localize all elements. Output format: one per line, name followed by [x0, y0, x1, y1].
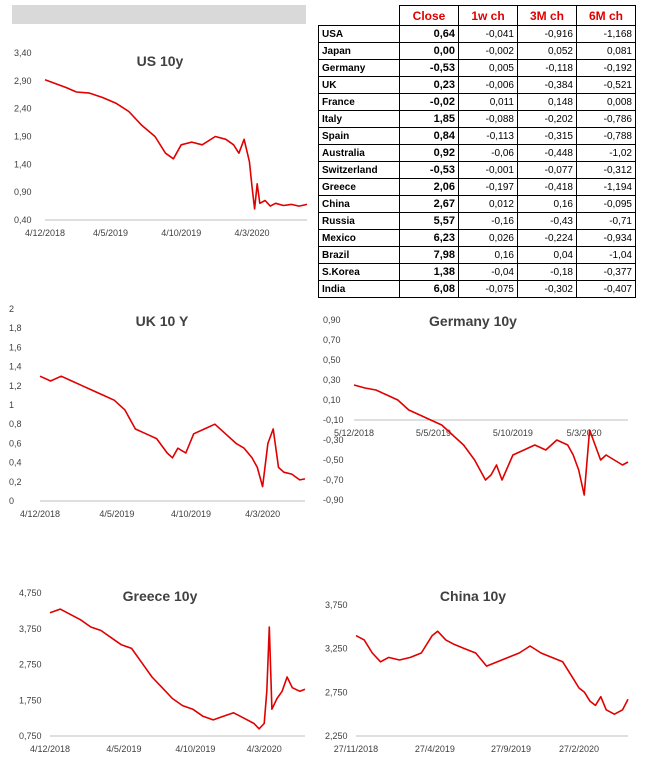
series-line	[40, 376, 305, 486]
x-tick-label: 27/11/2018	[333, 744, 379, 754]
y-tick-label: 2	[9, 304, 15, 314]
header-3m: 3M ch	[518, 6, 577, 26]
table-row	[319, 145, 636, 162]
series-line	[356, 631, 628, 714]
country-cell: Switzerland	[319, 162, 400, 179]
y-tick-label: 0,90	[14, 187, 32, 198]
change-6m-cell: -1,02	[577, 145, 636, 162]
table-body	[319, 26, 636, 298]
y-tick-label: 0,750	[19, 731, 42, 741]
y-tick-label: -0,70	[323, 475, 344, 485]
y-tick-label: 0,8	[9, 419, 22, 430]
change-3m-cell: 0,04	[518, 247, 577, 264]
country-cell: Brazil	[319, 247, 400, 264]
change-3m-cell: -0,315	[518, 128, 577, 145]
close-cell: 0,00	[400, 43, 459, 60]
close-cell: 0,23	[400, 77, 459, 94]
table-row	[319, 247, 636, 264]
header-1w: 1w ch	[459, 6, 518, 26]
y-tick-label: 2,750	[325, 687, 348, 698]
y-tick-label: 2,750	[19, 659, 42, 670]
y-tick-label: 1,2	[9, 380, 22, 391]
country-cell: France	[319, 94, 400, 111]
change-6m-cell: 0,008	[577, 94, 636, 111]
close-cell: -0,53	[400, 60, 459, 77]
change-3m-cell: -0,418	[518, 179, 577, 196]
change-1w-cell: 0,012	[459, 196, 518, 213]
table-row	[319, 281, 636, 298]
close-cell: 0,64	[400, 26, 459, 43]
change-6m-cell: -0,312	[577, 162, 636, 179]
x-tick-label: 27/4/2019	[414, 744, 455, 754]
y-tick-label: 3,250	[325, 643, 348, 654]
table-row	[319, 213, 636, 230]
y-tick-label: 0,70	[323, 335, 341, 345]
y-tick-label: -0,90	[323, 495, 344, 505]
x-tick-label: 27/2/2020	[559, 744, 600, 754]
y-tick-label: 2,250	[325, 731, 348, 741]
close-cell: -0,02	[400, 94, 459, 111]
table-row	[319, 196, 636, 213]
china-10y-title: China 10y	[439, 588, 507, 604]
change-1w-cell: -0,113	[459, 128, 518, 145]
change-6m-cell: -0,407	[577, 281, 636, 298]
change-1w-cell: -0,002	[459, 43, 518, 60]
header-blank	[319, 6, 400, 26]
x-tick-label: 4/3/2020	[246, 744, 282, 754]
change-1w-cell: 0,005	[459, 60, 518, 77]
header-bar	[12, 5, 306, 24]
series-line	[354, 385, 628, 495]
change-1w-cell: -0,006	[459, 77, 518, 94]
change-6m-cell: -0,786	[577, 111, 636, 128]
y-tick-label: 2,90	[14, 75, 32, 86]
y-tick-label: 1	[9, 400, 15, 410]
change-6m-cell: -1,04	[577, 247, 636, 264]
y-tick-label: 2,40	[14, 103, 32, 114]
x-tick-label: 4/3/2020	[234, 228, 270, 238]
country-cell: Greece	[319, 179, 400, 196]
close-cell: 6,08	[400, 281, 459, 298]
x-tick-label: 4/5/2019	[92, 228, 129, 238]
table-row	[319, 77, 636, 94]
x-tick-label: 4/10/2019	[175, 744, 216, 754]
table-row	[319, 264, 636, 281]
change-1w-cell: -0,197	[459, 179, 518, 196]
x-tick-label: 5/10/2019	[492, 428, 533, 438]
table-row	[319, 128, 636, 145]
table-row	[319, 43, 636, 60]
change-3m-cell: -0,202	[518, 111, 577, 128]
close-cell: 1,38	[400, 264, 459, 281]
country-cell: USA	[319, 26, 400, 43]
change-6m-cell: 0,081	[577, 43, 636, 60]
change-3m-cell: -0,448	[518, 145, 577, 162]
table-row	[319, 179, 636, 196]
y-tick-label: 0,40	[14, 215, 32, 225]
close-cell: 7,98	[400, 247, 459, 264]
close-cell: 6,23	[400, 230, 459, 247]
y-tick-label: 1,6	[9, 342, 22, 353]
country-cell: UK	[319, 77, 400, 94]
x-tick-label: 27/9/2019	[491, 744, 532, 754]
change-1w-cell: -0,04	[459, 264, 518, 281]
header-6m: 6M ch	[577, 6, 636, 26]
country-cell: Germany	[319, 60, 400, 77]
change-3m-cell: -0,384	[518, 77, 577, 94]
series-line	[50, 609, 305, 729]
country-cell: India	[319, 281, 400, 298]
change-3m-cell: 0,148	[518, 94, 577, 111]
x-tick-label: 4/5/2019	[99, 509, 135, 519]
change-1w-cell: 0,011	[459, 94, 518, 111]
x-tick-label: 4/5/2019	[106, 744, 142, 754]
y-tick-label: 0	[9, 496, 15, 506]
change-3m-cell: -0,077	[518, 162, 577, 179]
header-close: Close	[400, 6, 459, 26]
x-tick-label: 4/12/2018	[29, 744, 71, 754]
close-cell: 0,92	[400, 145, 459, 162]
y-tick-label: 0,50	[323, 355, 341, 365]
us-10y-chart	[0, 40, 310, 245]
change-6m-cell: -0,095	[577, 196, 636, 213]
y-tick-label: 4,750	[19, 588, 42, 598]
country-cell: Russia	[319, 213, 400, 230]
y-tick-label: 1,8	[9, 323, 22, 334]
y-tick-label: 3,750	[325, 600, 348, 610]
close-cell: 5,57	[400, 213, 459, 230]
change-1w-cell: -0,16	[459, 213, 518, 230]
country-cell: Spain	[319, 128, 400, 145]
country-cell: Japan	[319, 43, 400, 60]
table-row	[319, 60, 636, 77]
x-tick-label: 4/10/2019	[171, 509, 212, 519]
change-3m-cell: -0,916	[518, 26, 577, 43]
y-tick-label: 3,750	[19, 623, 42, 634]
y-tick-label: -0,10	[323, 415, 344, 425]
close-cell: 1,85	[400, 111, 459, 128]
country-cell: Mexico	[319, 230, 400, 247]
table-row	[319, 94, 636, 111]
change-6m-cell: -1,194	[577, 179, 636, 196]
bond-yield-table	[318, 5, 636, 298]
change-3m-cell: -0,118	[518, 60, 577, 77]
change-1w-cell: -0,075	[459, 281, 518, 298]
change-1w-cell: -0,041	[459, 26, 518, 43]
y-tick-label: 1,4	[9, 361, 22, 372]
uk-10y-title: UK 10 Y	[135, 313, 189, 329]
table-row	[319, 162, 636, 179]
change-3m-cell: -0,43	[518, 213, 577, 230]
y-tick-label: 0,4	[9, 457, 22, 468]
x-tick-label: 4/12/2018	[24, 228, 66, 238]
y-tick-label: 1,90	[14, 131, 32, 142]
x-tick-label: 4/3/2020	[245, 509, 281, 519]
y-tick-label: 0,90	[323, 315, 341, 325]
country-cell: S.Korea	[319, 264, 400, 281]
x-tick-label: 4/12/2018	[19, 509, 61, 519]
table-row	[319, 111, 636, 128]
country-cell: Australia	[319, 145, 400, 162]
table-row	[319, 230, 636, 247]
change-6m-cell: -0,377	[577, 264, 636, 281]
series-line	[45, 80, 307, 209]
change-6m-cell: -0,192	[577, 60, 636, 77]
y-tick-label: 1,40	[14, 159, 32, 170]
change-6m-cell: -0,71	[577, 213, 636, 230]
change-3m-cell: 0,16	[518, 196, 577, 213]
greece-10y-chart	[0, 580, 310, 766]
greece-10y-title: Greece 10y	[122, 588, 198, 604]
us-10y-title: US 10y	[136, 53, 184, 69]
germany-10y-title: Germany 10y	[429, 313, 517, 329]
country-cell: Italy	[319, 111, 400, 128]
y-tick-label: -0,50	[323, 455, 344, 465]
change-6m-cell: -1,168	[577, 26, 636, 43]
x-tick-label: 5/3/2020	[566, 428, 602, 438]
change-1w-cell: 0,16	[459, 247, 518, 264]
x-tick-label: 5/5/2019	[415, 428, 451, 438]
y-tick-label: 0,30	[323, 375, 341, 385]
china-10y-chart	[310, 580, 650, 766]
change-3m-cell: -0,18	[518, 264, 577, 281]
change-3m-cell: -0,224	[518, 230, 577, 247]
y-tick-label: 1,750	[19, 695, 42, 706]
y-tick-label: 0,6	[9, 438, 22, 449]
change-6m-cell: -0,521	[577, 77, 636, 94]
uk-10y-chart	[0, 300, 310, 530]
y-tick-label: -0,30	[323, 435, 344, 445]
change-1w-cell: -0,06	[459, 145, 518, 162]
change-1w-cell: -0,001	[459, 162, 518, 179]
country-cell: China	[319, 196, 400, 213]
close-cell: 0,84	[400, 128, 459, 145]
change-1w-cell: 0,026	[459, 230, 518, 247]
change-6m-cell: -0,934	[577, 230, 636, 247]
y-tick-label: 0,10	[323, 395, 341, 405]
close-cell: -0,53	[400, 162, 459, 179]
y-tick-label: 3,40	[14, 48, 32, 58]
change-3m-cell: 0,052	[518, 43, 577, 60]
table-header-row	[319, 6, 636, 26]
close-cell: 2,67	[400, 196, 459, 213]
y-tick-label: 0,2	[9, 476, 22, 487]
close-cell: 2,06	[400, 179, 459, 196]
germany-10y-chart	[310, 305, 650, 515]
table-row	[319, 26, 636, 43]
x-tick-label: 5/12/2018	[333, 428, 375, 438]
x-tick-label: 4/10/2019	[161, 228, 202, 238]
change-1w-cell: -0,088	[459, 111, 518, 128]
change-3m-cell: -0,302	[518, 281, 577, 298]
change-6m-cell: -0,788	[577, 128, 636, 145]
